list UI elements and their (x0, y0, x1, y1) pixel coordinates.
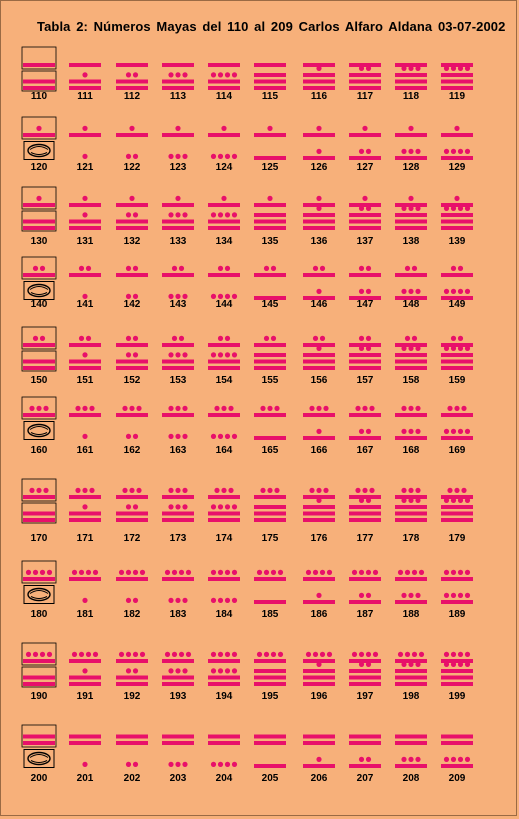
number-label: 160 (30, 445, 48, 456)
number-label: 130 (30, 236, 48, 247)
number-label: 131 (76, 236, 94, 247)
numeral-glyph (388, 1, 434, 819)
number-label: 120 (30, 162, 48, 173)
lower-level (254, 764, 286, 768)
upper-level (395, 735, 427, 746)
number-label: 195 (261, 691, 279, 702)
number-label: 172 (123, 533, 141, 544)
numeral-glyph (247, 1, 293, 819)
numeral-glyph (155, 1, 201, 819)
number-label: 133 (169, 236, 187, 247)
number-label: 171 (76, 533, 94, 544)
number-label: 122 (123, 162, 141, 173)
number-label: 159 (448, 375, 466, 386)
number-label: 197 (356, 691, 374, 702)
number-label: 149 (448, 299, 466, 310)
number-label: 153 (169, 375, 187, 386)
number-label: 136 (310, 236, 328, 247)
number-label: 144 (215, 299, 233, 310)
number-label: 178 (402, 533, 420, 544)
number-label: 192 (123, 691, 141, 702)
number-label: 188 (402, 609, 420, 620)
numeral-glyph (62, 1, 108, 819)
number-label: 202 (123, 773, 141, 784)
number-label: 173 (169, 533, 187, 544)
number-label: 200 (30, 773, 48, 784)
upper-level (208, 735, 240, 746)
lower-level (395, 757, 427, 768)
upper-level (349, 735, 381, 746)
number-label: 177 (356, 533, 374, 544)
number-label: 164 (215, 445, 233, 456)
numeral-grid (1, 1, 519, 819)
number-label: 119 (448, 91, 466, 102)
lower-level (303, 757, 335, 768)
number-label: 180 (30, 609, 48, 620)
number-label: 147 (356, 299, 374, 310)
number-label: 115 (261, 91, 279, 102)
number-label: 140 (30, 299, 48, 310)
number-label: 193 (169, 691, 187, 702)
upper-level (254, 735, 286, 746)
number-label: 169 (448, 445, 466, 456)
number-label: 196 (310, 691, 328, 702)
number-label: 152 (123, 375, 141, 386)
number-label: 141 (76, 299, 94, 310)
number-label: 189 (448, 609, 466, 620)
number-label: 205 (261, 773, 279, 784)
number-label: 134 (215, 236, 233, 247)
number-label: 142 (123, 299, 141, 310)
number-label: 148 (402, 299, 420, 310)
number-label: 124 (215, 162, 233, 173)
number-label: 150 (30, 375, 48, 386)
number-label: 174 (215, 533, 233, 544)
number-label: 206 (310, 773, 328, 784)
number-label: 113 (169, 91, 187, 102)
number-label: 209 (448, 773, 466, 784)
lower-level (349, 757, 381, 768)
number-label: 208 (402, 773, 420, 784)
number-label: 143 (169, 299, 187, 310)
number-label: 170 (30, 533, 48, 544)
number-label: 154 (215, 375, 233, 386)
number-label: 127 (356, 162, 374, 173)
number-label: 114 (215, 91, 233, 102)
number-label: 151 (76, 375, 94, 386)
number-label: 129 (448, 162, 466, 173)
number-label: 132 (123, 236, 141, 247)
number-label: 163 (169, 445, 187, 456)
number-label: 203 (169, 773, 187, 784)
number-label: 201 (76, 773, 94, 784)
upper-level (116, 735, 148, 746)
number-label: 117 (356, 91, 374, 102)
number-label: 110 (30, 91, 48, 102)
lower-level (126, 762, 138, 767)
numeral-glyph (201, 1, 247, 819)
number-label: 146 (310, 299, 328, 310)
number-label: 155 (261, 375, 279, 386)
number-label: 175 (261, 533, 279, 544)
page-title: Tabla 2: Números Mayas del 110 al 209 Carlos Alfaro Aldana 03-07-2002 (37, 19, 506, 34)
number-label: 204 (215, 773, 233, 784)
number-label: 145 (261, 299, 279, 310)
number-label: 184 (215, 609, 233, 620)
number-label: 199 (448, 691, 466, 702)
number-label: 135 (261, 236, 279, 247)
number-label: 187 (356, 609, 374, 620)
number-label: 118 (402, 91, 420, 102)
upper-level (162, 735, 194, 746)
number-label: 191 (76, 691, 94, 702)
numeral-glyph (434, 1, 480, 819)
number-label: 157 (356, 375, 374, 386)
number-label: 186 (310, 609, 328, 620)
number-label: 190 (30, 691, 48, 702)
number-label: 128 (402, 162, 420, 173)
number-label: 123 (169, 162, 187, 173)
number-label: 137 (356, 236, 374, 247)
number-label: 158 (402, 375, 420, 386)
lower-level (211, 762, 237, 767)
number-label: 182 (123, 609, 141, 620)
number-label: 116 (310, 91, 328, 102)
number-label: 166 (310, 445, 328, 456)
number-label: 194 (215, 691, 233, 702)
numeral-glyph (296, 1, 342, 819)
number-label: 176 (310, 533, 328, 544)
number-label: 162 (123, 445, 141, 456)
lower-level (24, 750, 54, 768)
upper-level (303, 735, 335, 746)
number-label: 126 (310, 162, 328, 173)
number-label: 125 (261, 162, 279, 173)
number-label: 207 (356, 773, 374, 784)
number-label: 185 (261, 609, 279, 620)
number-label: 181 (76, 609, 94, 620)
numeral-glyph (16, 1, 62, 819)
numeral-glyph (109, 1, 155, 819)
number-label: 165 (261, 445, 279, 456)
number-label: 156 (310, 375, 328, 386)
number-label: 167 (356, 445, 374, 456)
number-label: 183 (169, 609, 187, 620)
lower-level (168, 762, 187, 767)
number-label: 111 (77, 91, 93, 102)
number-label: 139 (448, 236, 466, 247)
number-label: 161 (76, 445, 94, 456)
lower-level (82, 762, 87, 767)
number-label: 179 (448, 533, 466, 544)
number-label: 198 (402, 691, 420, 702)
numeral-glyph (342, 1, 388, 819)
upper-level (23, 735, 55, 746)
upper-level (69, 735, 101, 746)
number-label: 121 (76, 162, 94, 173)
lower-level (441, 757, 473, 768)
number-label: 112 (123, 91, 141, 102)
number-label: 168 (402, 445, 420, 456)
upper-level (441, 735, 473, 746)
number-label: 138 (402, 236, 420, 247)
